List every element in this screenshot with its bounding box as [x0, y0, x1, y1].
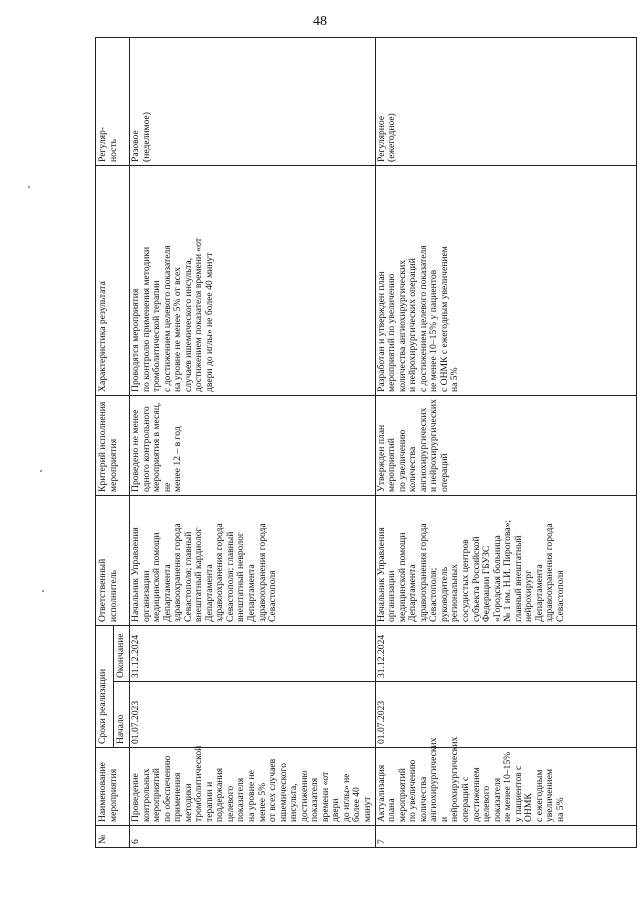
- header-start: Начало: [114, 682, 130, 748]
- cell-end: 31.12.2024: [130, 625, 376, 681]
- table-row: [375, 37, 636, 847]
- cell-start: 01.07.2023: [375, 682, 636, 748]
- scan-speck: [28, 186, 30, 188]
- cell-num: 6: [130, 826, 376, 848]
- header-num: №: [96, 826, 130, 848]
- cell-criterion: Проведено не менее одного контрольного мероприятия в месяц, не менее 12 – в год: [130, 395, 376, 495]
- cell-name: Актуализация плана мероприятий по увеличению количества ангиохирургических и нейрохирургических операций с достижением целевого показателя не менее 10–15% у пациентов с ОНМК с ежегодным увеличением на 5%: [375, 748, 636, 826]
- header-regularity: Регуляр- ность: [96, 37, 130, 165]
- cell-num: 7: [375, 826, 636, 848]
- measures-table: [95, 37, 637, 848]
- header-responsible: Ответственный исполнитель: [96, 495, 130, 625]
- header-name: Наименование мероприятия: [96, 748, 130, 826]
- table-header-row: [96, 37, 114, 847]
- cell-start: 01.07.2023: [130, 682, 376, 748]
- cell-criterion: Утвержден план мероприятий по увеличению количества ангиохирургических и нейрохирургических операций: [375, 395, 636, 495]
- cell-name: Проведение контрольных мероприятий по обеспечению применения методики тромболитической терапии и поддержания целевого показателя на уровне не менее 5% от всех случаев ишемического инсульта, достижению показателя времени «от двери до иглы» не более 40 минут: [130, 748, 376, 826]
- scan-speck: [42, 590, 44, 592]
- page-number: 48: [313, 14, 327, 29]
- cell-responsible: Начальник Управления организации медицинской помощи Департамента здравоохранения города Севастополя; руководитель региональных сосудистых центров субъекта Российской Федерации ГБУЗС «Городская больница № 1 им. Н.И. Пирогова»; главный внештатный нейрохирург Департамента здравоохранения города Севастополя: [375, 495, 636, 625]
- rotated-table-container: [95, 38, 590, 848]
- cell-regularity: Разовое (неделимое): [130, 37, 376, 165]
- header-end: Окончание: [114, 625, 130, 681]
- cell-regularity: Регулярное (ежегодное): [375, 37, 636, 165]
- cell-end: 31.12.2024: [375, 625, 636, 681]
- header-criterion: Критерий исполнения мероприятия: [96, 395, 130, 495]
- cell-characteristic: Разработан и утвержден план мероприятий по увеличению количества ангиохирургических и нейрохирургических операций с достижением целевого показателя не менее 10–15% у пациентов с ОНМК с ежегодным увеличением на 5%: [375, 165, 636, 395]
- scan-speck: [40, 470, 42, 472]
- cell-responsible: Начальник Управления организации медицинской помощи Департамента здравоохранения города Севастополя; главный внештатный кардиолог Департамента здравоохранения города Севастополя; главный внештатный невролог Департамента здравоохранения города Севастополя: [130, 495, 376, 625]
- cell-characteristic: Проводятся мероприятия по контролю применения методики тромболитической терапии с достижением целевого показателя на уровне не менее 5% от всех случаев ишемического инсульта, достижением показателя времени «от двери до иглы» не более 40 минут: [130, 165, 376, 395]
- table-row: [130, 37, 376, 847]
- header-terms: Сроки реализации: [96, 625, 114, 747]
- header-characteristic: Характеристика результата: [96, 165, 130, 395]
